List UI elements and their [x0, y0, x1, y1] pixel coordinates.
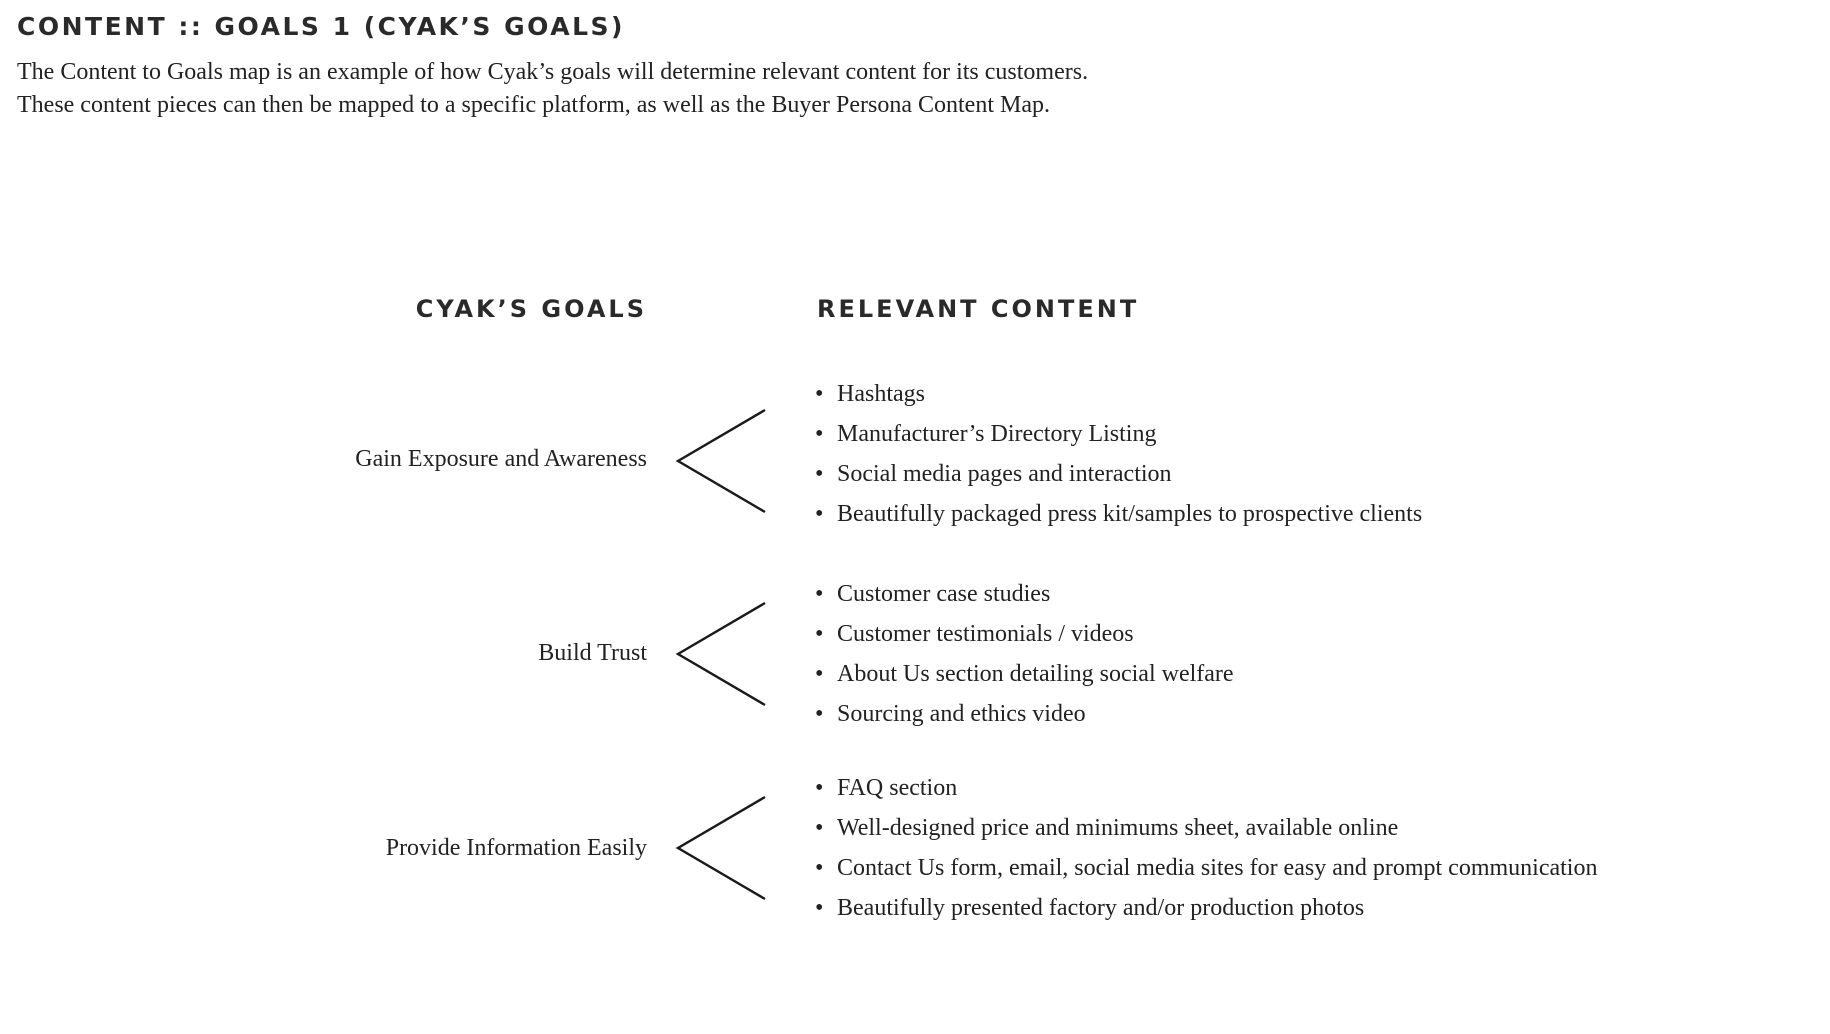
- bullet-icon: •: [815, 381, 824, 407]
- bullet-icon: •: [815, 621, 824, 647]
- list-item: • Sourcing and ethics video: [815, 694, 1234, 734]
- intro-line-1: The Content to Goals map is an example of how Cyak’s goals will determine relevant content for its customers.: [17, 59, 1089, 85]
- list-item: • Beautifully packaged press kit/samples to prospective clients: [815, 494, 1422, 534]
- content-column-header: RELEVANT CONTENT: [817, 295, 1140, 323]
- intro-text: [17, 56, 1088, 122]
- list-item: • Well-designed price and minimums sheet, available online: [815, 808, 1597, 848]
- bullet-icon: •: [815, 855, 824, 881]
- bullet-icon: •: [815, 815, 824, 841]
- list-item: • Social media pages and interaction: [815, 454, 1422, 494]
- content-list-information: [815, 768, 1597, 928]
- goals-column-header: CYAK’S GOALS: [415, 295, 647, 323]
- goal-label-exposure: Gain Exposure and Awareness: [355, 446, 647, 472]
- list-item: • Beautifully presented factory and/or production photos: [815, 888, 1597, 928]
- list-item: • Manufacturer’s Directory Listing: [815, 414, 1422, 454]
- list-item: • Hashtags: [815, 374, 1422, 414]
- branch-connector-icon: [674, 601, 766, 707]
- list-item: • FAQ section: [815, 768, 1597, 808]
- content-list-trust: [815, 574, 1234, 734]
- list-item: • Contact Us form, email, social media sites for easy and prompt communication: [815, 848, 1597, 888]
- goal-label-information: Provide Information Easily: [385, 835, 647, 861]
- branch-connector-icon: [674, 795, 766, 901]
- bullet-icon: •: [815, 461, 824, 487]
- bullet-icon: •: [815, 661, 824, 687]
- list-item: • About Us section detailing social welfare: [815, 654, 1234, 694]
- bullet-icon: •: [815, 581, 824, 607]
- content-list-exposure: [815, 374, 1422, 534]
- bullet-icon: •: [815, 775, 824, 801]
- bullet-icon: •: [815, 701, 824, 727]
- bullet-icon: •: [815, 501, 824, 527]
- goal-label-trust: Build Trust: [538, 640, 647, 666]
- list-item: • Customer case studies: [815, 574, 1234, 614]
- list-item: • Customer testimonials / videos: [815, 614, 1234, 654]
- intro-line-2: These content pieces can then be mapped to a specific platform, as well as the Buyer Persona Content Map.: [17, 92, 1050, 118]
- bullet-icon: •: [815, 421, 824, 447]
- bullet-icon: •: [815, 895, 824, 921]
- branch-connector-icon: [674, 408, 766, 514]
- page-title: CONTENT :: GOALS 1 (CYAK’S GOALS): [17, 12, 625, 41]
